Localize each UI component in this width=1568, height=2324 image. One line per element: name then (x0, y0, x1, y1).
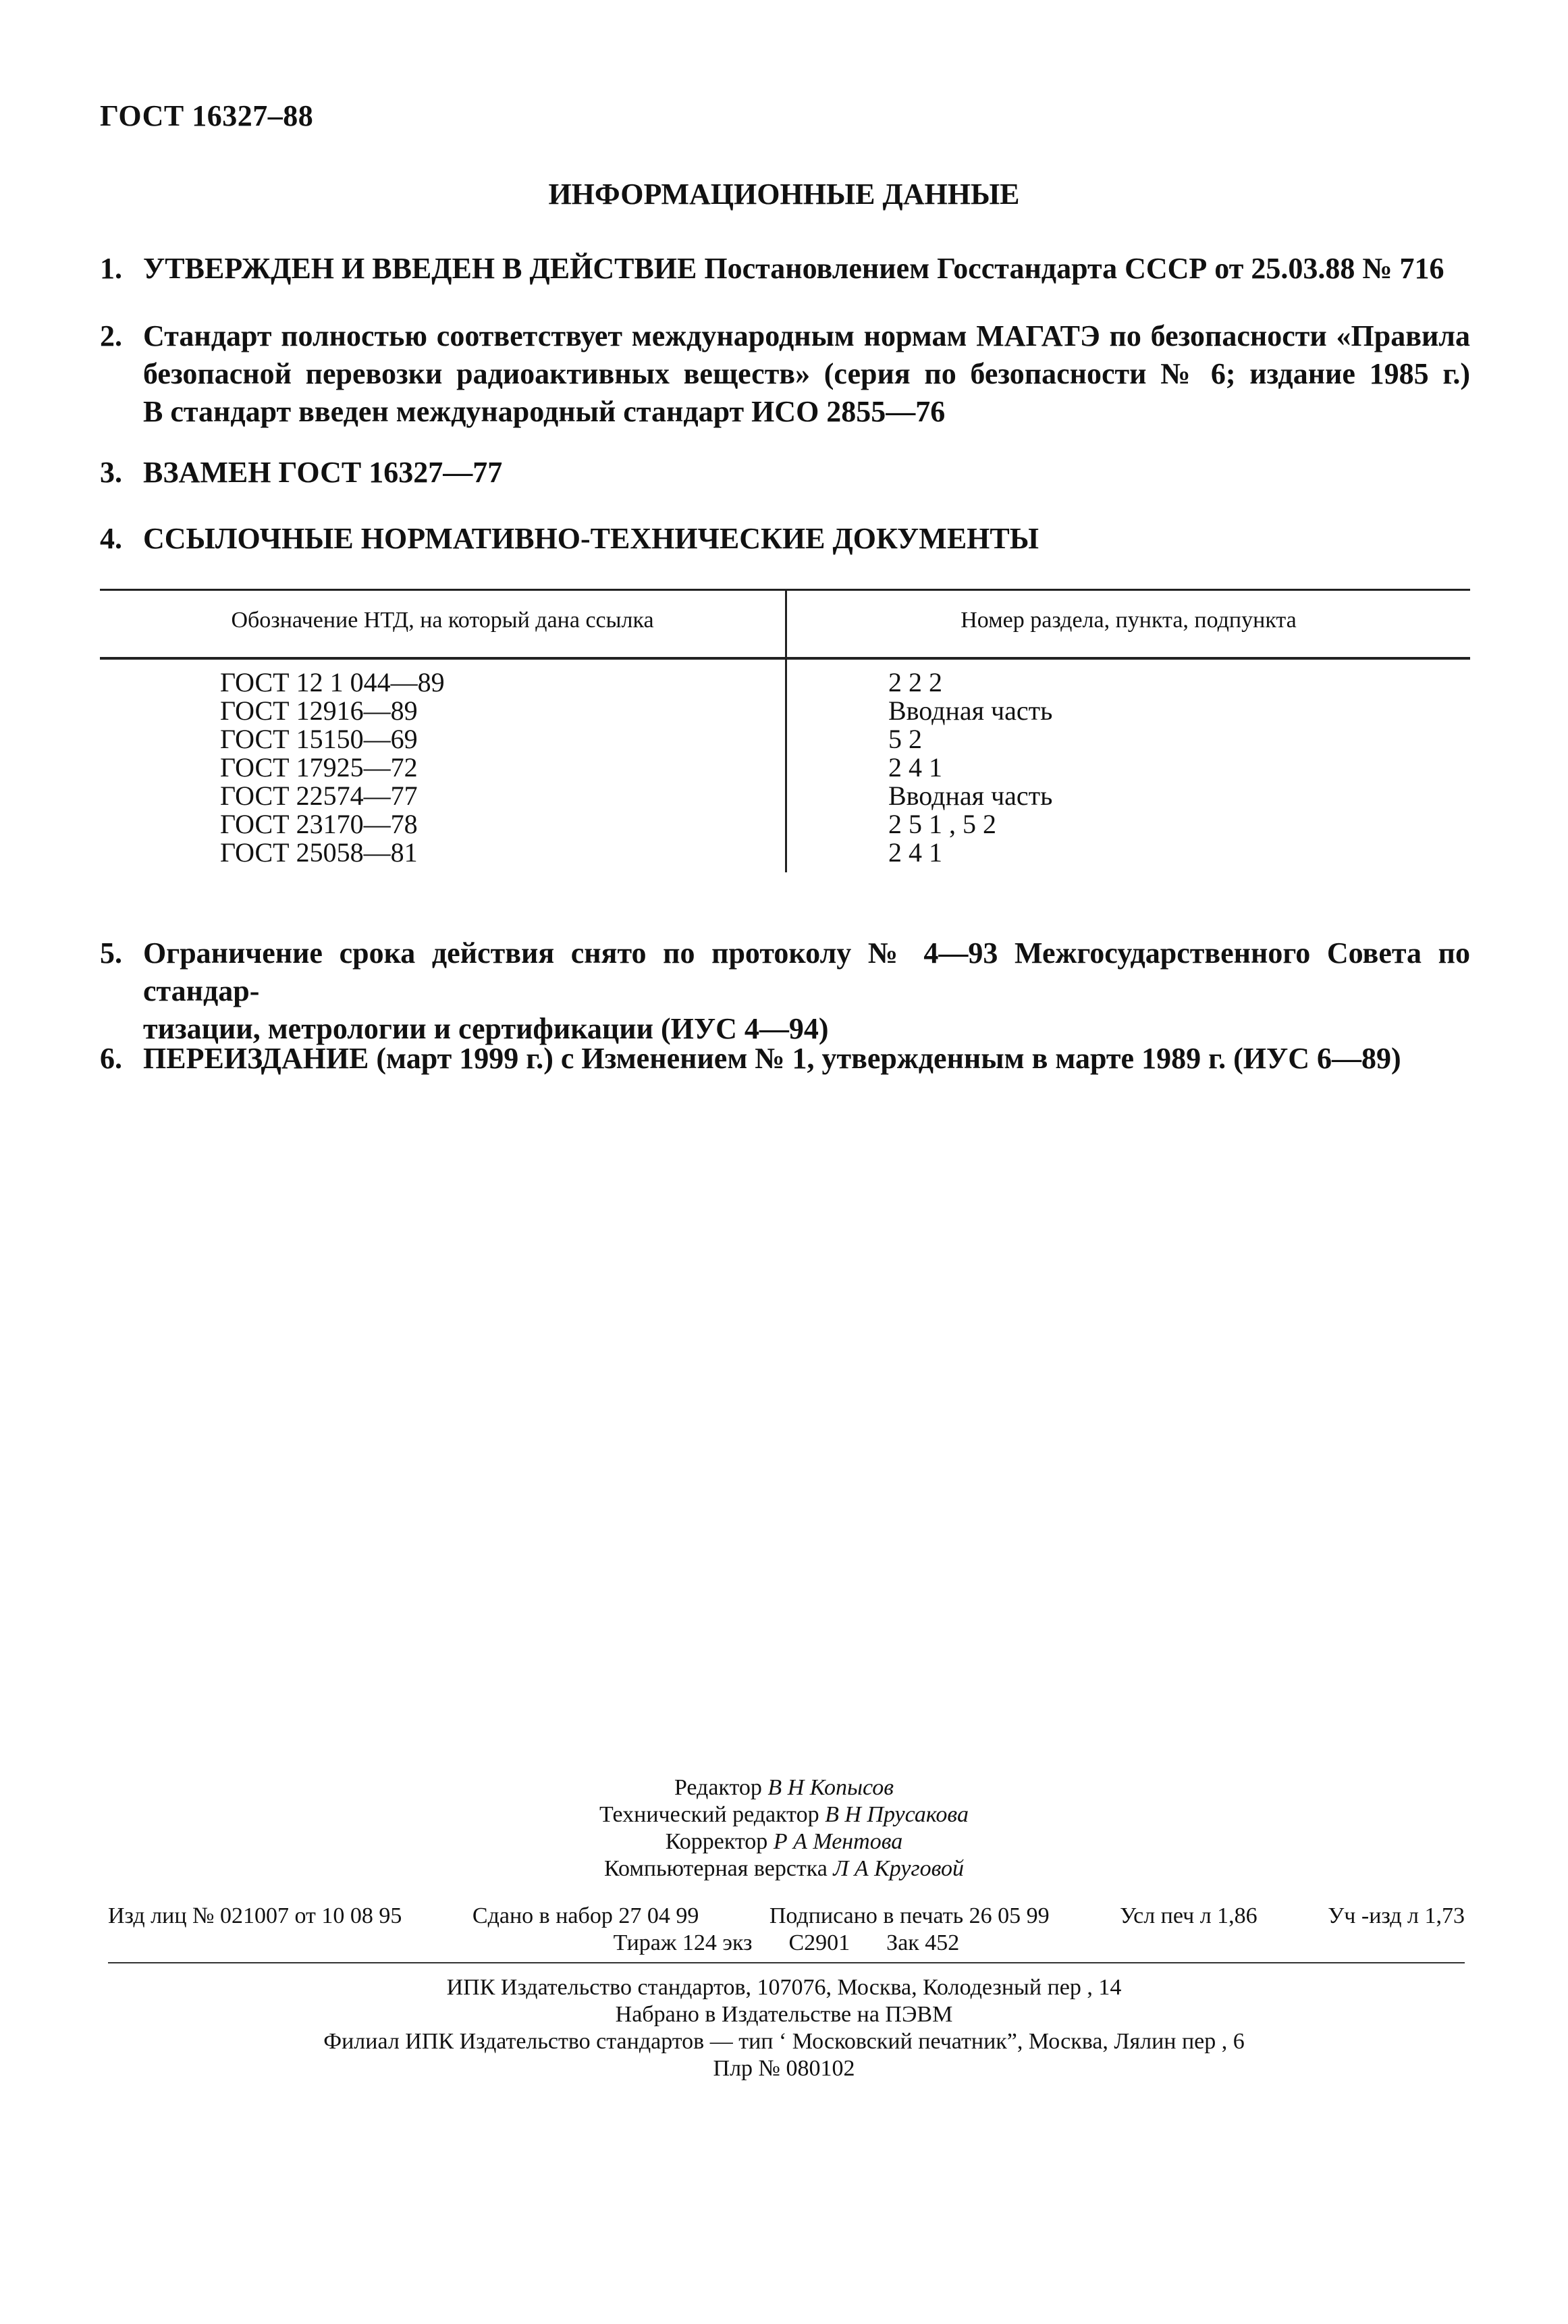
imprint-row (108, 1903, 1465, 1930)
credit-person: В Н Прусакова (825, 1802, 969, 1827)
item-number: 1. (100, 252, 122, 285)
imprint-block (108, 1903, 1465, 1957)
item-text: УТВЕРЖДЕН И ВВЕДЕН В ДЕЙСТВИЕ Постановлением Госстандарта СССР от 25.03.88 № 716 (143, 252, 1444, 285)
publisher-line: Плр № 080102 (713, 2056, 855, 2081)
imprint-order: Зак 452 (886, 1930, 960, 1955)
item-number: 5. (100, 936, 122, 970)
table-cell-section: Вводная часть (888, 695, 1053, 726)
info-item-1 (100, 250, 1470, 288)
item-number: 3. (100, 456, 122, 489)
item-text: ССЫЛОЧНЫЕ НОРМАТИВНО-ТЕХНИЧЕСКИЕ ДОКУМЕНТЫ (143, 522, 1039, 555)
item-line: тизации, метрологии и сертификации (ИУС 4—94) (143, 1012, 829, 1045)
table-column-documents (220, 668, 445, 867)
credit-role: Компьютерная верстка (604, 1856, 828, 1881)
table-cell-section: Вводная часть (888, 781, 1053, 811)
table-cell-document: ГОСТ 17925—72 (220, 752, 418, 783)
table-cell-section: 2 2 2 (888, 667, 942, 697)
item-text: ВЗАМЕН ГОСТ 16327—77 (143, 456, 503, 489)
imprint-license: Изд лиц № 021007 от 10 08 95 (108, 1903, 402, 1928)
table-cell-document: ГОСТ 25058—81 (220, 837, 418, 868)
table-cell-section: 2 4 1 (888, 837, 942, 868)
credit-role: Редактор (674, 1775, 762, 1800)
item-number: 4. (100, 522, 122, 555)
credit-editor (0, 1774, 1568, 1801)
item-body (143, 934, 1470, 1048)
imprint-code: С2901 (788, 1930, 850, 1955)
imprint-sent: Сдано в набор 27 04 99 (472, 1903, 699, 1928)
credit-tech-editor (0, 1801, 1568, 1828)
table-cell-document: ГОСТ 22574—77 (220, 781, 418, 811)
table-cell-document: ГОСТ 12 1 044—89 (220, 667, 445, 697)
item-line: Стандарт полностью соответствует международным нормам МАГАТЭ по безопасности «Правила (143, 319, 1470, 352)
table-cell-document: ГОСТ 15150—69 (220, 724, 418, 754)
item-line: В стандарт введен международный стандарт ИСО 2855—76 (143, 395, 946, 428)
table-cell-section: 5 2 (888, 724, 922, 754)
document-id: ГОСТ 16327–88 (100, 99, 314, 132)
credit-role: Корректор (665, 1829, 768, 1854)
credit-person: В Н Копысов (767, 1775, 894, 1800)
credit-role: Технический редактор (599, 1802, 819, 1827)
credit-person: Л А Круговой (833, 1856, 964, 1881)
publisher-line: Набрано в Издательстве на ПЭВМ (615, 2002, 953, 2027)
publisher-line: Филиал ИПК Издательство стандартов — тип ‘ Московский печатник”, Москва, Лялин пер , 6 (323, 2029, 1245, 2054)
table-cell-section: 2 4 1 (888, 752, 942, 783)
reference-table (100, 589, 1470, 872)
item-number: 2. (100, 319, 122, 352)
info-item-2 (100, 317, 1470, 431)
table-column-sections (888, 668, 1052, 867)
info-item-4 (100, 520, 1470, 558)
table-cell-document: ГОСТ 12916—89 (220, 695, 418, 726)
item-line: безопасной перевозки радиоактивных веществ» (серия по безопасности № 6; издание 1985 г.) (143, 357, 1470, 390)
imprint-pub-sheets: Уч -изд л 1,73 (1328, 1903, 1465, 1928)
imprint-signed: Подписано в печать 26 05 99 (769, 1903, 1050, 1928)
publisher-block (0, 1974, 1568, 2082)
item-number: 6. (100, 1042, 122, 1075)
table-cell-document: ГОСТ 23170—78 (220, 809, 418, 839)
item-line: Ограничение срока действия снято по протоколу № 4—93 Межгосударственного Совета по стандар- (143, 936, 1470, 1007)
credit-corrector (0, 1828, 1568, 1855)
info-item-6 (100, 1040, 1470, 1078)
imprint-row (108, 1930, 1465, 1957)
item-body (143, 317, 1470, 431)
table-cell-section: 2 5 1 , 5 2 (888, 809, 996, 839)
imprint-run: Тираж 124 экз (613, 1930, 753, 1955)
info-item-3 (100, 454, 1470, 492)
publisher-line: ИПК Издательство стандартов, 107076, Москва, Колодезный пер , 14 (446, 1975, 1122, 2000)
table-header-section: Номер раздела, пункта, подпункта (961, 608, 1297, 633)
credits-block (0, 1774, 1568, 1882)
imprint-print-sheets: Усл печ л 1,86 (1120, 1903, 1258, 1928)
imprint-divider (108, 1962, 1465, 1963)
credit-person: Р А Ментова (773, 1829, 903, 1854)
info-item-5 (100, 934, 1470, 1048)
section-title: ИНФОРМАЦИОННЫЕ ДАННЫЕ (548, 178, 1020, 211)
item-text: ПЕРЕИЗДАНИЕ (март 1999 г.) с Изменением № 1, утвержденным в марте 1989 г. (ИУС 6—89) (143, 1042, 1401, 1075)
table-header-document: Обозначение НТД, на который дана ссылка (231, 608, 654, 633)
credit-layout (0, 1855, 1568, 1882)
